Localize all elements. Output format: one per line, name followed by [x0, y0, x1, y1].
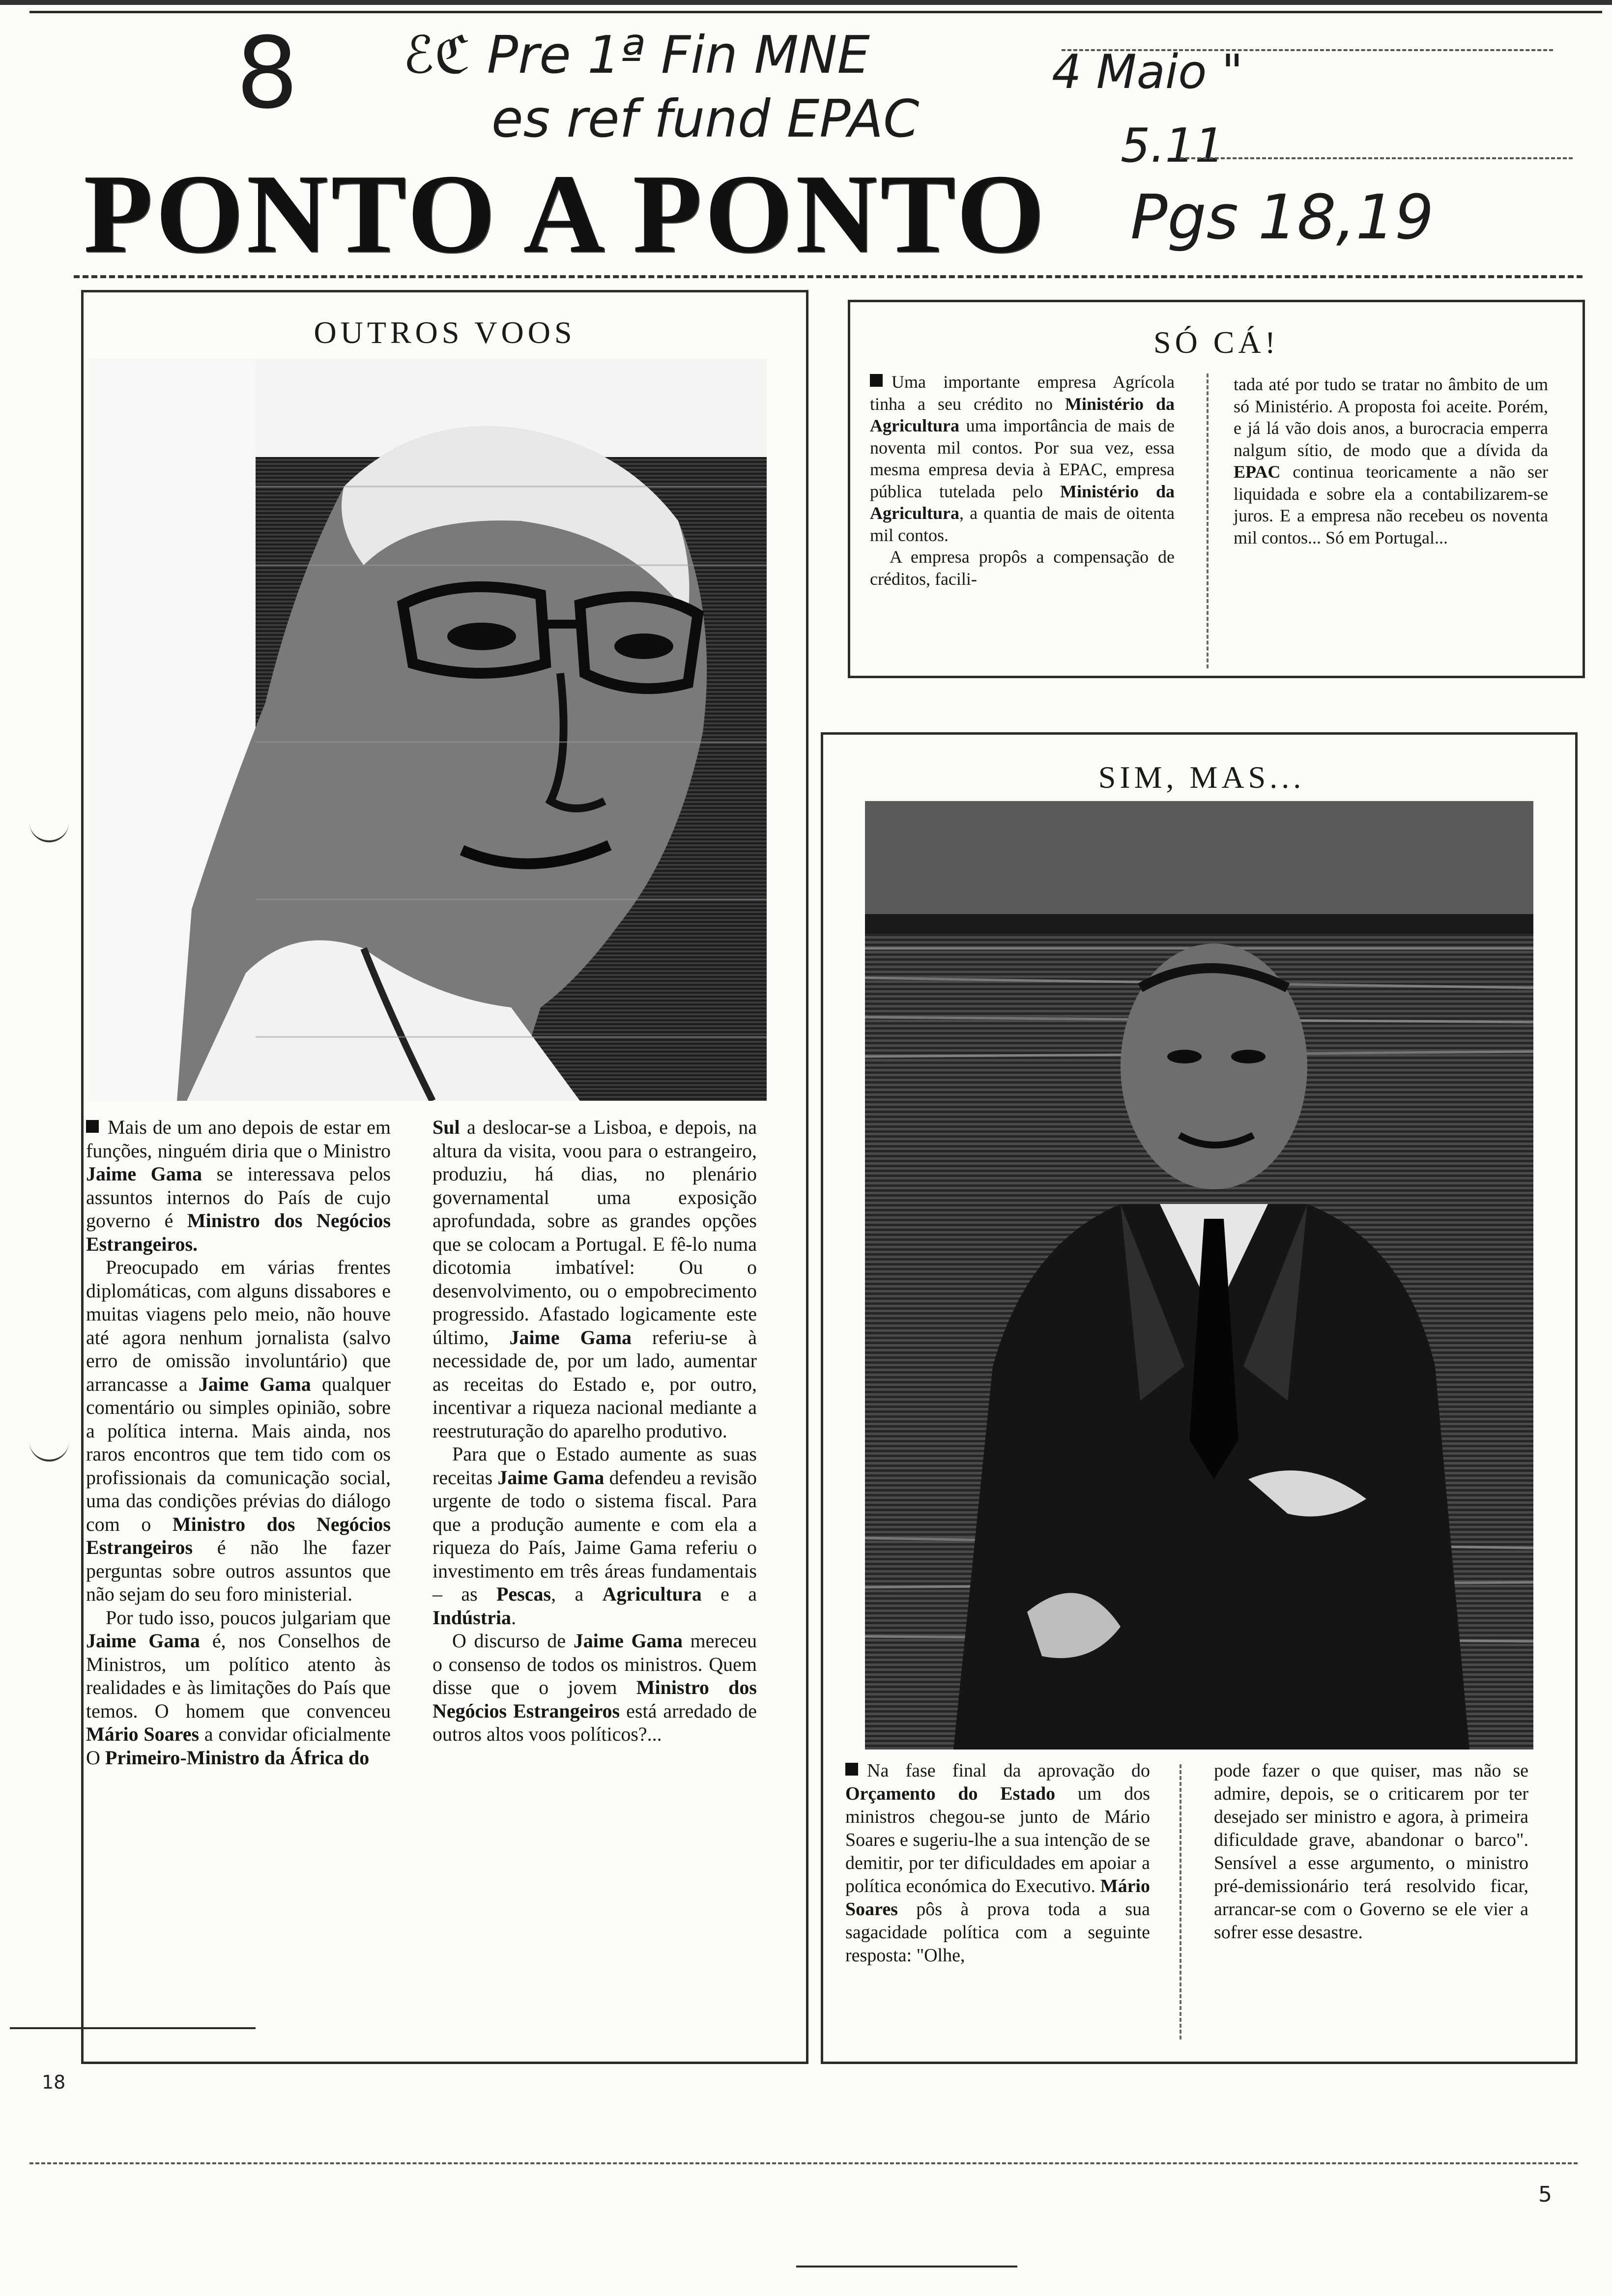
footer-rule-left	[10, 2027, 256, 2029]
outros-voos-c2-p1: Sul a deslocar-se a Lisboa, e depois, na altura da visita, voou para o estrangeiro, produziu, há dias, no plenário governamental uma exposição aprofundada, sobre as grandes opções que se colocam a Portugal. E fê-lo numa dicotomia imbatível: Ou o desenvolvimento, ou o empobrecimento progressido. Afastado logicamente este último, Jaime Gama referiu-se à necessidade de, por um lado, aumentar as receitas do Estado e, por outro, incentivar a riqueza nacional mediante a reestruturação do aparelho produtivo.	[432, 1116, 757, 1442]
outros-voos-c1-p1-text: Mais de um ano depois de estar em funções, ninguém diria que o Ministro Jaime Gama se interessava pelos assuntos internos do País de cujo governo é Ministro dos Negócios Estrangeiros.	[86, 1116, 391, 1255]
sim-mas-title: SIM, MAS...	[1098, 760, 1305, 795]
sim-mas-c2-p1: pode fazer o que quiser, mas não se admire, depois, se o criticarem por ter desejado ser ministro e agora, à primeira dificuldade grave, abandonar o barco". Sensível a esse argumento, o ministro pré-demissionário terá resolvido ficar, arrancar-se com o Governo se ele vier a sofrer esse desastre.	[1214, 1760, 1528, 1943]
portrait-illustration-2	[865, 801, 1533, 1750]
outros-voos-c2-p3: O discurso de Jaime Gama mereceu o consenso de todos os ministros. Quem disse que o jovem Ministro dos Negócios Estrangeiros está arredado de outros altos voos políticos?...	[432, 1630, 757, 1745]
handwritten-note-line2: es ref fund EPAC	[491, 89, 920, 149]
outros-voos-title: OUTROS VOOS	[314, 315, 576, 350]
so-ca-column-divider	[1207, 373, 1209, 668]
dashed-rule-top	[1062, 49, 1553, 51]
sim-mas-column-2	[1214, 1759, 1528, 1944]
bullet-square-icon	[845, 1763, 858, 1776]
handwritten-number: 8	[236, 16, 299, 131]
footer-dashed-rule	[29, 2162, 1578, 2164]
masthead-title: PONTO A PONTO	[84, 151, 1048, 276]
outros-voos-c1-p1	[86, 1116, 391, 1256]
sim-mas-column-divider	[1180, 1764, 1181, 2039]
top-border	[0, 0, 1612, 5]
handwritten-date-2: 5.11	[1121, 119, 1225, 173]
portrait-illustration	[88, 359, 767, 1101]
handwritten-note-line1: ℰℭ Pre 1ª Fin MNE	[403, 25, 870, 85]
masthead-underline	[74, 275, 1583, 278]
so-ca-column-1	[870, 371, 1175, 590]
handwritten-pages: Pgs 18,19	[1130, 182, 1434, 253]
so-ca-c1-p1	[870, 371, 1175, 546]
outros-voos-column-2	[432, 1116, 757, 1746]
sim-mas-c1-p1-text: Na fase final da aprovação do Orçamento do Estado um dos ministros chegou-se junto de Mário Soares e sugeriu-lhe a sua intenção de se demitir, por ter dificuldades em apoiar a política económica do Executivo. Mário Soares pôs à prova toda a sua sagacidade política com a seguinte resposta: "Olhe,	[845, 1760, 1150, 1966]
outros-voos-c2-p2: Para que o Estado aumente as suas receitas Jaime Gama defendeu a revisão urgente de todo o sistema fiscal. Para que a produção aumente e com ela a riqueza do País, Jaime Gama referiu o investimento em três áreas fundamentais – as Pescas, a Agricultura e a Indústria.	[432, 1443, 757, 1629]
sim-mas-column-1	[845, 1759, 1150, 1967]
page-number: 18	[42, 2071, 66, 2093]
sim-mas-c1-p1	[845, 1759, 1150, 1967]
mario-soares-photo	[865, 801, 1533, 1750]
top-rule	[29, 11, 1602, 13]
so-ca-c2-p1: tada até por tudo se tratar no âmbito de um só Ministério. A proposta foi aceite. Porém, e já lá vão dois anos, a burocracia emperra nalgum sítio, de modo que a dívida da EPAC continua teoricamente a não ser liquidada e sobre ela a contabilizarem-se juros. E a empresa não recebeu os noventa mil contos... Só em Portugal...	[1234, 374, 1548, 547]
jaime-gama-photo	[88, 359, 767, 1101]
bullet-square-icon	[86, 1120, 99, 1133]
corner-mark: 5	[1538, 2182, 1552, 2207]
margin-punch-mark-1	[29, 821, 69, 842]
outros-voos-c1-p2: Preocupado em várias frentes diplomáticas, com alguns dissabores e muitas viagens pelo meio, não houve até agora nenhum jornalista (salvo erro de omissão involuntário) que arrancasse a Jaime Gama qualquer comentário ou simples opinião, sobre a política interna. Mais ainda, nos raros encontros que tem tido com os profissionais da comunicação social, uma das condições prévias do diálogo com o Ministro dos Negócios Estrangeiros é não lhe fazer perguntas sobre outros assuntos que não sejam do seu foro ministerial.	[86, 1256, 391, 1605]
handwritten-date: 4 Maio "	[1052, 45, 1243, 99]
margin-punch-mark-2	[29, 1440, 69, 1462]
outros-voos-c1-p3: Por tudo isso, poucos julgariam que Jaime Gama é, nos Conselhos de Ministros, um político atento às realidades e às limitações do País que temos. O homem que convenceu Mário Soares a convidar oficialmente O Primeiro-Ministro da África do	[86, 1606, 391, 1769]
bullet-square-icon	[870, 374, 883, 387]
outros-voos-column-1	[86, 1116, 391, 1769]
so-ca-c1-p1-text: Uma importante empresa Agrícola tinha a seu crédito no Ministério da Agricultura uma importância de mais de noventa mil contos. Por sua vez, essa mesma empresa devia à EPAC, empresa pública tutelada pelo Ministério da Agricultura, a quantia de mais de oitenta mil contos.	[870, 372, 1175, 545]
bottom-rule	[796, 2266, 1017, 2267]
so-ca-title: SÓ CÁ!	[1153, 325, 1280, 360]
so-ca-column-2	[1234, 373, 1548, 548]
dashed-rule-mid	[1180, 157, 1573, 159]
so-ca-c1-p2: A empresa propôs a compensação de créditos, facili-	[870, 547, 1175, 589]
